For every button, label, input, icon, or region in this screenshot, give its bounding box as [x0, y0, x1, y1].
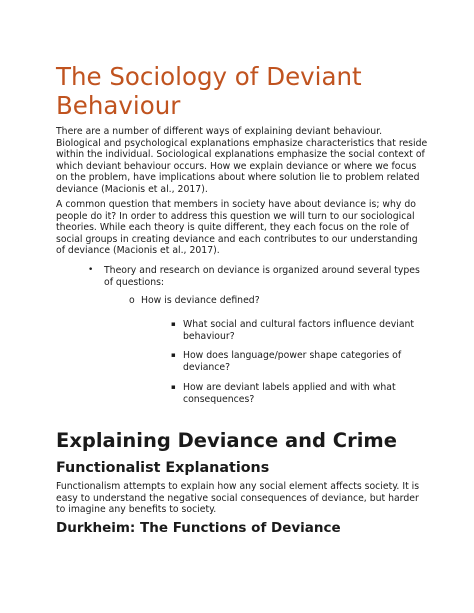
bullet-text: Theory and research on deviance is organized around several types of questions:: [104, 265, 420, 288]
intro-paragraph: There are a number of different ways of explaining deviant behaviour. Biological and psychological explanations emphasize characteristics that reside within the individual. Sociological explanations emphasize the social context of which deviant behaviour occurs. How we explain deviance or where we focus on the problem, have implications about where solution lie to problem related deviance (Macionis et al., 2017).: [56, 126, 428, 195]
bullet-marker: •: [88, 265, 94, 275]
bullet-marker: ▪: [171, 383, 176, 391]
bullet-marker: ▪: [171, 320, 176, 328]
bullet-text: How does language/power shape categories of deviance?: [183, 350, 402, 373]
bullet-marker: ▪: [171, 351, 176, 359]
bullet-marker: o: [129, 295, 135, 306]
question-paragraph: A common question that members in society have about deviance is; why do people do it? In order to address this question we will turn to our sociological theories. While each theory is quite different, they each focus on the role of social groups in creating deviance and each contributes to our understanding of deviance (Macionis et al., 2017).: [56, 199, 418, 257]
subsection-heading: Functionalist Explanations: [56, 460, 270, 476]
section-heading: Explaining Deviance and Crime: [56, 429, 397, 452]
bullet-text: How are deviant labels applied and with what consequences?: [183, 382, 396, 405]
document-title: The Sociology of Deviant Behaviour: [56, 62, 362, 120]
functionalism-paragraph: Functionalism attempts to explain how any social element affects society. It is easy to understand the negative social consequences of deviance, but harder to imagine any benefits to society.: [56, 481, 420, 516]
subsection-heading-durkheim: Durkheim: The Functions of Deviance: [56, 520, 341, 536]
bullet-text: What social and cultural factors influence deviant behaviour?: [183, 319, 415, 342]
bullet-text: How is deviance defined?: [141, 295, 260, 306]
